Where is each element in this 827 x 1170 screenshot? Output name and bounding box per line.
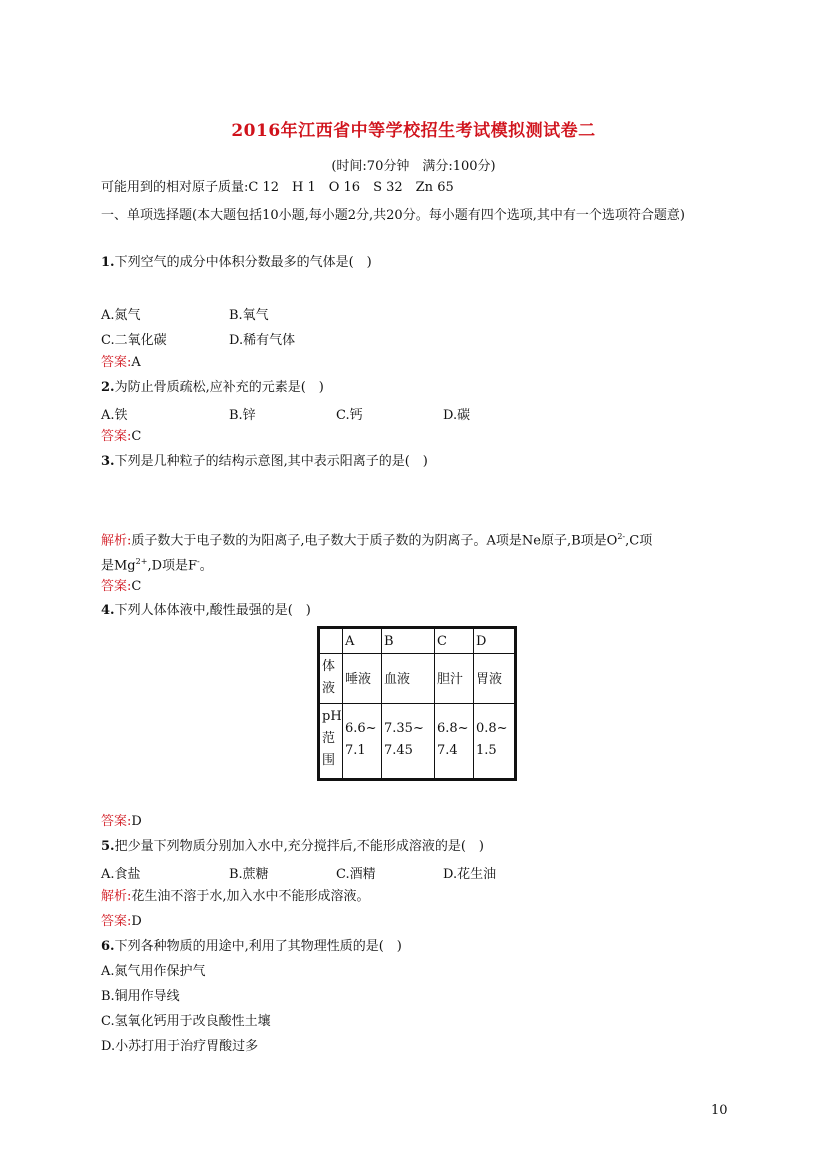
answer-2 xyxy=(101,428,141,446)
answer-value: D xyxy=(131,814,142,829)
answer-value: D xyxy=(131,914,142,929)
table-cell: 0.8~1.5 xyxy=(474,704,516,780)
analysis-text: 是Mg xyxy=(101,558,136,574)
option-d: D.小苏打用于治疗胃酸过多 xyxy=(101,1039,259,1054)
page-number: 10 xyxy=(711,1103,728,1118)
ion-charge: 2+ xyxy=(135,557,148,566)
option-d: D.稀有气体 xyxy=(229,333,296,348)
ion-charge: - xyxy=(197,557,200,566)
table-cell: 血液 xyxy=(382,654,435,704)
analysis-text: 花生油不溶于水,加入水中不能形成溶液。 xyxy=(131,889,370,904)
atomic-mass-line: 可能用到的相对原子质量:C 12 H 1 O 16 S 32 Zn 65 xyxy=(101,180,454,195)
answer-label: 答案: xyxy=(101,914,132,929)
ph-table xyxy=(317,626,517,781)
analysis-5 xyxy=(101,888,370,906)
table-cell: 6.6~7.1 xyxy=(343,704,382,780)
analysis-text: ,D项是F xyxy=(147,558,198,574)
table-cell: 7.35~7.45 xyxy=(382,704,435,780)
exam-subtitle: (时间:70分钟 满分:100分) xyxy=(331,159,496,174)
table-cell: 唾液 xyxy=(343,654,382,704)
analysis-label: 解析: xyxy=(101,889,132,904)
option-c: C.二氧化碳 xyxy=(101,333,167,348)
table-header-d: D xyxy=(474,628,516,654)
question-number: 5. xyxy=(101,839,115,854)
question-text: 下列各种物质的用途中,利用了其物理性质的是( ) xyxy=(114,939,402,954)
table-header-b: B xyxy=(382,628,435,654)
option-c: C.氢氧化钙用于改良酸性土壤 xyxy=(101,1014,271,1029)
option-a: A.氮气用作保护气 xyxy=(101,964,206,979)
question-2 xyxy=(101,379,324,397)
table-cell: 胆汁 xyxy=(435,654,474,704)
table-corner-cell xyxy=(319,628,343,654)
option-a: A.氮气 xyxy=(101,308,141,323)
section-intro: 一、单项选择题(本大题包括10小题,每小题2分,共20分。每小题有四个选项,其中有一个选项符合题意) xyxy=(101,208,685,223)
question-3 xyxy=(101,453,428,471)
table-row-label: 体液 xyxy=(319,654,343,704)
option-b: B.蔗糖 xyxy=(229,867,269,882)
analysis-text: ,C项 xyxy=(625,533,653,549)
question-text: 下列空气的成分中体积分数最多的气体是( ) xyxy=(114,255,372,270)
option-d: D.花生油 xyxy=(443,867,497,882)
option-b: B.锌 xyxy=(229,408,256,423)
answer-value: C xyxy=(131,579,142,594)
answer-label: 答案: xyxy=(101,579,132,594)
question-5 xyxy=(101,838,484,856)
option-a: A.铁 xyxy=(101,408,128,423)
answer-3 xyxy=(101,578,141,596)
option-b: B.氧气 xyxy=(229,308,269,323)
table-cell: 胃液 xyxy=(474,654,516,704)
analysis-text: 。 xyxy=(199,558,213,574)
answer-4 xyxy=(101,813,142,831)
option-d: D.碳 xyxy=(443,408,471,423)
ion-charge: 2- xyxy=(617,532,626,541)
analysis-text: 质子数大于电子数的为阳离子,电子数大于质子数的为阴离子。A项是Ne原子,B项是O xyxy=(131,533,618,549)
answer-label: 答案: xyxy=(101,429,132,444)
table-row-label: pH范围 xyxy=(319,704,343,780)
question-number: 1. xyxy=(101,255,115,270)
analysis-3-line-1 xyxy=(101,528,652,550)
answer-1 xyxy=(101,354,141,372)
question-text: 把少量下列物质分别加入水中,充分搅拌后,不能形成溶液的是( ) xyxy=(114,839,484,854)
question-number: 6. xyxy=(101,939,115,954)
question-1 xyxy=(101,254,372,272)
analysis-label: 解析: xyxy=(101,533,132,549)
answer-value: C xyxy=(131,429,142,444)
table-cell: 6.8~7.4 xyxy=(435,704,474,780)
table-header-a: A xyxy=(343,628,382,654)
analysis-3-line-2 xyxy=(101,553,213,575)
question-number: 2. xyxy=(101,380,115,395)
option-c: C.酒精 xyxy=(336,867,376,882)
question-text: 下列是几种粒子的结构示意图,其中表示阳离子的是( ) xyxy=(114,454,428,469)
question-4 xyxy=(101,602,311,620)
answer-5 xyxy=(101,913,142,931)
question-text: 为防止骨质疏松,应补充的元素是( ) xyxy=(114,380,324,395)
answer-value: A xyxy=(131,355,141,370)
question-6 xyxy=(101,938,402,956)
question-text: 下列人体体液中,酸性最强的是( ) xyxy=(114,603,311,618)
option-b: B.铜用作导线 xyxy=(101,989,180,1004)
exam-title: 2016年江西省中等学校招生考试模拟测试卷二 xyxy=(231,121,596,141)
question-number: 4. xyxy=(101,603,115,618)
answer-label: 答案: xyxy=(101,814,132,829)
option-c: C.钙 xyxy=(336,408,363,423)
option-a: A.食盐 xyxy=(101,867,141,882)
question-number: 3. xyxy=(101,454,115,469)
answer-label: 答案: xyxy=(101,355,132,370)
table-header-c: C xyxy=(435,628,474,654)
